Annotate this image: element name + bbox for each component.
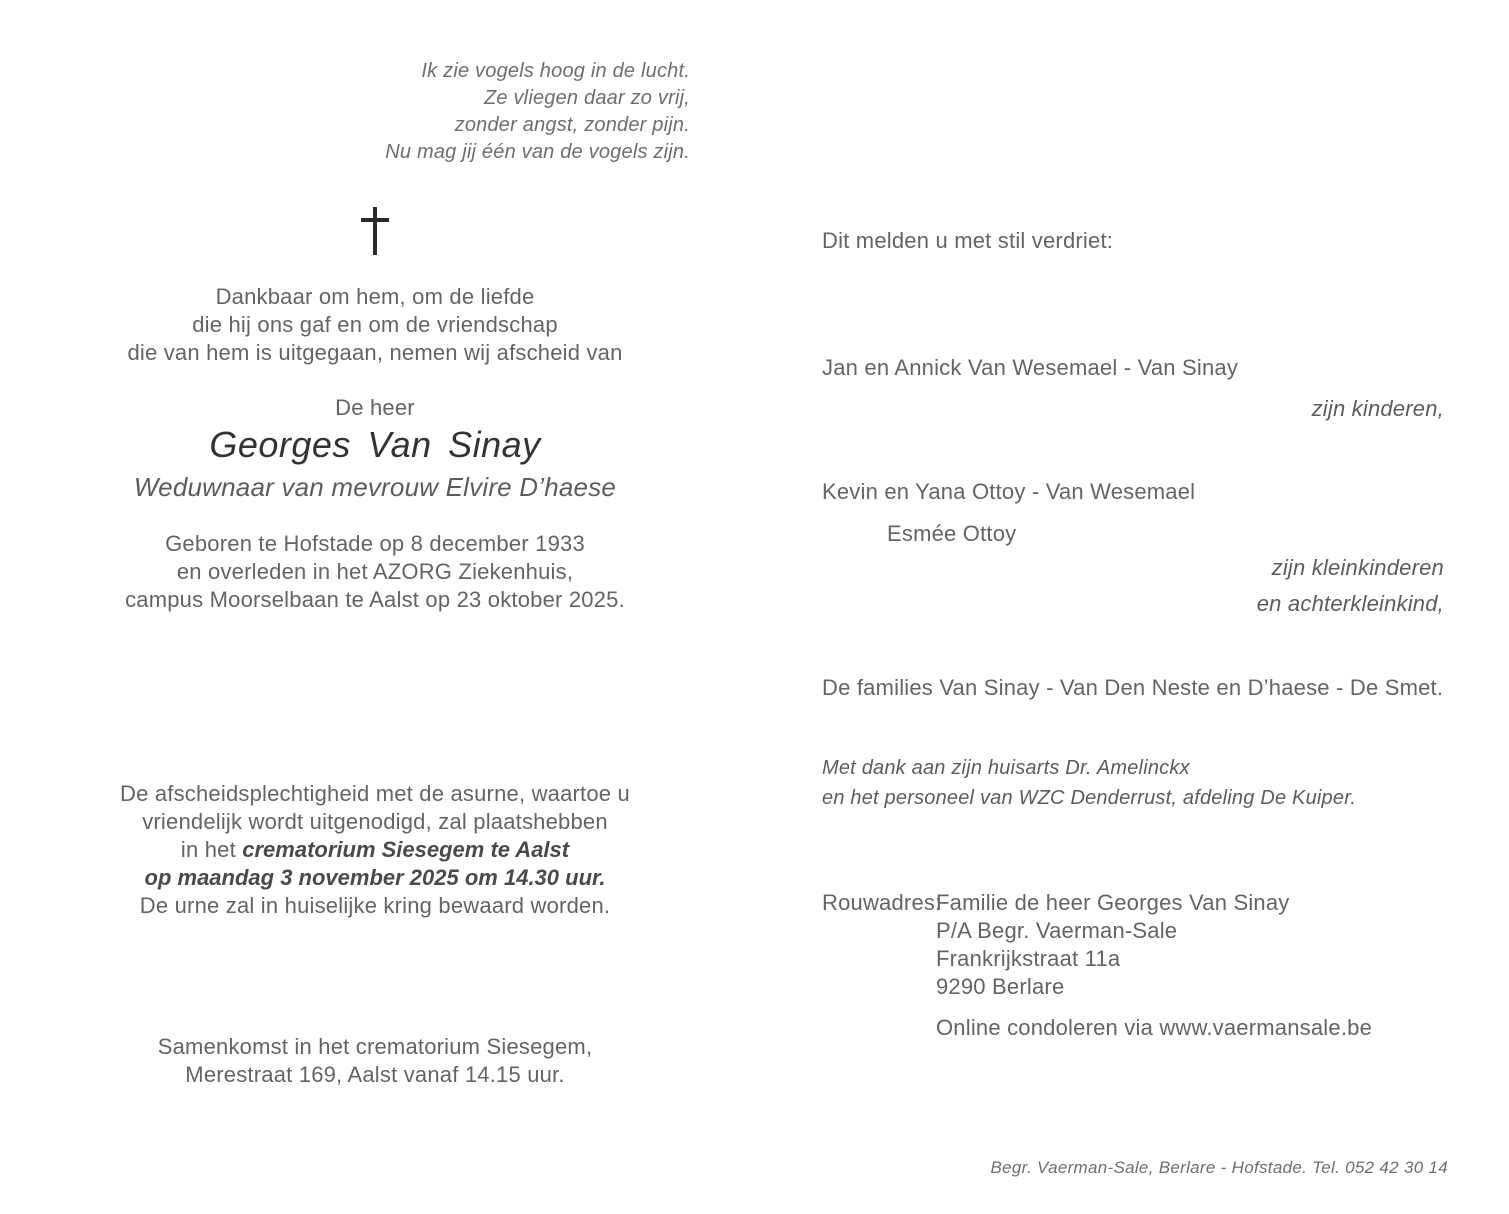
great-grandchild-relation-label: en achterkleinkind, — [1256, 591, 1444, 616]
thanks-text — [822, 753, 1444, 813]
funeral-home-footer: Begr. Vaerman-Sale, Berlare - Hofstade. Tel. 052 42 30 14 — [990, 1158, 1448, 1177]
poem — [60, 58, 690, 166]
poem-line: Nu mag jij één van de vogels zijn. — [385, 141, 690, 163]
ceremony-location: crematorium Siesegem te Aalst — [242, 837, 570, 862]
poem-line: Ze vliegen daar zo vrij, — [483, 87, 690, 109]
online-condolence-line: Online condoleren via www.vaermansale.be — [936, 1015, 1373, 1040]
birth-death-line: en overleden in het AZORG Ziekenhuis, — [176, 559, 574, 584]
children-names: Jan en Annick Van Wesemael - Van Sinay — [822, 355, 1239, 380]
mourning-address-label: Rouwadres: — [822, 890, 942, 915]
mourning-address-line: P/A Begr. Vaerman-Sale — [936, 918, 1178, 943]
ceremony-line — [60, 836, 690, 864]
mourning-address-line: 9290 Berlare — [936, 974, 1065, 999]
ceremony-text — [60, 780, 690, 920]
ceremony-line: De afscheidsplechtigheid met de asurne, waartoe u — [120, 781, 630, 806]
gratitude-line: Dankbaar om hem, om de liefde — [215, 284, 535, 309]
thanks-line: en het personeel van WZC Denderrust, afdeling De Kuiper. — [822, 787, 1357, 809]
salutation: De heer — [335, 395, 415, 420]
poem-line: Ik zie vogels hoog in de lucht. — [421, 60, 690, 82]
birth-death-text — [60, 530, 690, 614]
widower-line: Weduwnaar van mevrouw Elvire D’haese — [133, 472, 617, 502]
children-relation-label: zijn kinderen, — [1311, 396, 1444, 421]
grandchildren-names: Kevin en Yana Ottoy - Van Wesemael — [822, 479, 1196, 504]
great-grandchild-name: Esmée Ottoy — [887, 521, 1017, 546]
announcement-line: Dit melden u met stil verdriet: — [822, 228, 1114, 253]
birth-death-line: Geboren te Hofstade op 8 december 1933 — [165, 531, 585, 556]
ceremony-datetime: op maandag 3 november 2025 om 14.30 uur. — [144, 865, 606, 890]
cross-horizontal-bar — [361, 218, 389, 222]
mourning-address-line: Frankrijkstraat 11a — [936, 946, 1121, 971]
birth-death-line: campus Moorselbaan te Aalst op 23 oktober 2025. — [125, 587, 625, 612]
grandchildren-relation-label: zijn kleinkinderen — [1271, 555, 1444, 580]
mourning-address-row — [822, 889, 1444, 1001]
gratitude-line: die hij ons gaf en om de vriendschap — [192, 312, 558, 337]
mourning-address-line: Familie de heer Georges Van Sinay — [936, 890, 1290, 915]
poem-line: zonder angst, zonder pijn. — [454, 114, 690, 136]
deceased-name: Georges Van Sinay — [209, 424, 541, 465]
right-column — [822, 0, 1444, 1214]
ceremony-line-prefix: in het — [180, 837, 243, 862]
mourning-address-lines — [936, 889, 1290, 1001]
gathering-line: Merestraat 169, Aalst vanaf 14.15 uur. — [185, 1062, 565, 1087]
gathering-line: Samenkomst in het crematorium Siesegem, — [157, 1034, 593, 1059]
thanks-line: Met dank aan zijn huisarts Dr. Amelinckx — [822, 757, 1190, 779]
cross-vertical-bar — [373, 207, 377, 255]
mourning-address — [822, 889, 1444, 1001]
families-line: De families Van Sinay - Van Den Neste en D’haese - De Smet. — [822, 675, 1444, 700]
gratitude-line: die van hem is uitgegaan, nemen wij afscheid van — [127, 340, 623, 365]
left-column — [60, 0, 690, 1214]
gratitude-text — [60, 283, 690, 367]
ceremony-line: De urne zal in huiselijke kring bewaard worden. — [139, 893, 611, 918]
cross-icon — [361, 207, 389, 255]
ceremony-line: vriendelijk wordt uitgenodigd, zal plaatshebben — [142, 809, 608, 834]
gathering-text — [60, 1033, 690, 1089]
